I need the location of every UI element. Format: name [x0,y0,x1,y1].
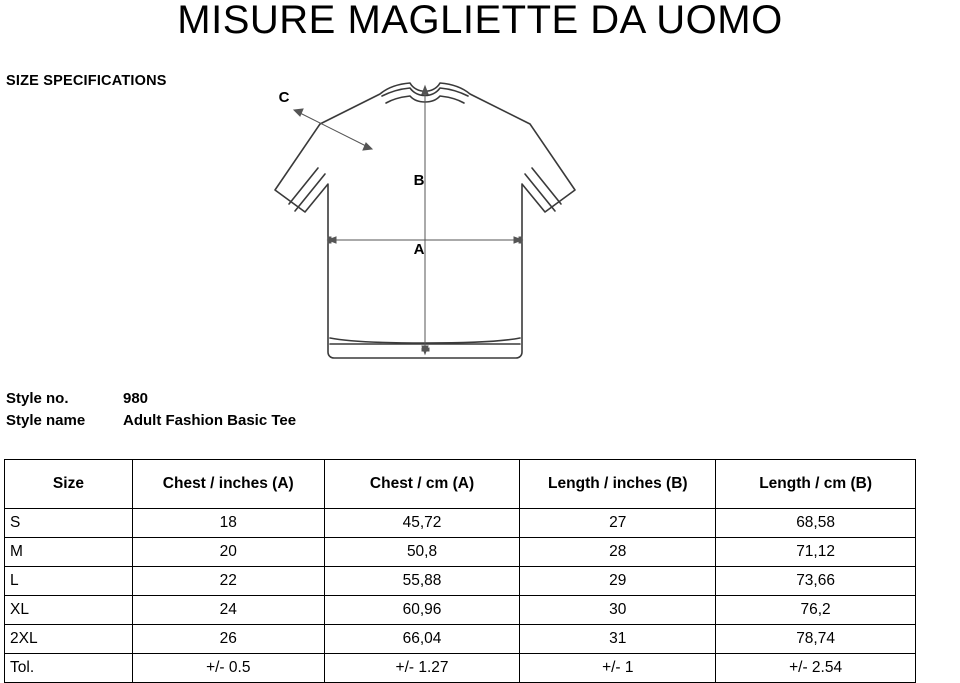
table-header-row [5,460,916,509]
table-header-cell: Length / cm (B) [716,460,916,509]
table-row [5,509,916,538]
table-cell: 71,12 [716,538,916,567]
tshirt-technical-drawing-icon [230,72,620,377]
style-name-value: Adult Fashion Basic Tee [123,412,297,429]
table-cell: 26 [132,625,324,654]
table-cell: +/- 1 [520,654,716,683]
tshirt-diagram [230,72,620,377]
style-name-label: Style name [6,412,86,429]
table-row [5,596,916,625]
table-cell: 50,8 [324,538,520,567]
table-cell: 60,96 [324,596,520,625]
table-cell: 30 [520,596,716,625]
table-cell: 73,66 [716,567,916,596]
table-cell-size: L [5,567,133,596]
table-cell: +/- 1.27 [324,654,520,683]
table-cell-size: S [5,509,133,538]
table-cell: 78,74 [716,625,916,654]
measure-label-a: A [413,241,425,258]
table-header-cell: Chest / cm (A) [324,460,520,509]
table-header-cell: Length / inches (B) [520,460,716,509]
table-row [5,538,916,567]
table-header-cell: Chest / inches (A) [132,460,324,509]
table-cell: 22 [132,567,324,596]
style-no-label: Style no. [6,390,69,407]
table-row [5,567,916,596]
style-info [6,390,296,434]
table-row [5,625,916,654]
table-cell: 20 [132,538,324,567]
measure-label-c: C [278,89,290,106]
table-cell: 66,04 [324,625,520,654]
table-cell: 31 [520,625,716,654]
style-no-row [6,390,296,412]
measure-label-b: B [413,172,425,189]
table-cell: +/- 2.54 [716,654,916,683]
page-title: MISURE MAGLIETTE DA UOMO [177,0,783,42]
table-cell: 29 [520,567,716,596]
table-cell-size: Tol. [5,654,133,683]
table-cell-size: M [5,538,133,567]
table-cell: 18 [132,509,324,538]
table-cell: 27 [520,509,716,538]
table-cell: 68,58 [716,509,916,538]
table-row [5,654,916,683]
table-header-cell: Size [5,460,133,509]
table-cell: +/- 0.5 [132,654,324,683]
table-cell: 55,88 [324,567,520,596]
table-cell: 76,2 [716,596,916,625]
style-name-row [6,412,296,434]
size-table [4,459,916,683]
table-cell-size: XL [5,596,133,625]
size-specifications-label: SIZE SPECIFICATIONS [6,73,167,89]
style-no-value: 980 [123,390,149,407]
table-cell: 28 [520,538,716,567]
table-cell: 45,72 [324,509,520,538]
table-cell: 24 [132,596,324,625]
table-cell-size: 2XL [5,625,133,654]
